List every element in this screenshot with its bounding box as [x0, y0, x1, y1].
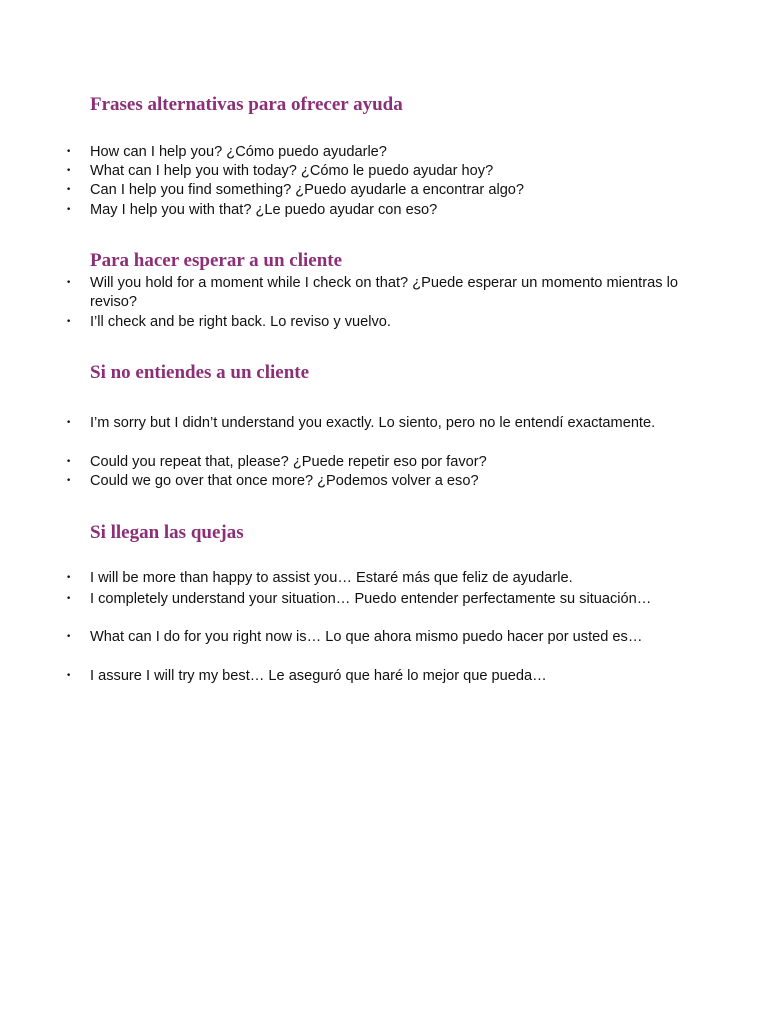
section-heading: Si no entiendes a un cliente [90, 362, 310, 383]
list-item [66, 162, 678, 181]
bullet-icon: • [66, 317, 72, 327]
list-item [66, 313, 678, 332]
bullet-icon: • [66, 632, 72, 642]
bullet-icon: • [66, 573, 72, 583]
list-item [66, 667, 678, 686]
list-item-text: I will be more than happy to assist you… Estaré más que feliz de ayudarle. [90, 570, 573, 586]
list-item [66, 628, 678, 647]
bullet-icon: • [66, 476, 72, 486]
bullet-icon: • [66, 147, 72, 157]
list-item-text: May I help you with that? ¿Le puedo ayudar con eso? [90, 202, 438, 218]
list-item-text: Will you hold for a moment while I check on that? ¿Puede esperar un momento mientras lo reviso? [90, 275, 678, 310]
list-item-text: How can I help you? ¿Cómo puedo ayudarle? [90, 144, 387, 160]
bullet-icon: • [66, 671, 72, 681]
bullet-icon: • [66, 205, 72, 215]
bullet-icon: • [66, 278, 72, 288]
bullet-icon: • [66, 594, 72, 604]
bullet-icon: • [66, 457, 72, 467]
bullet-icon: • [66, 185, 72, 195]
list-item-text: I’ll check and be right back. Lo reviso y vuelvo. [90, 314, 391, 330]
list-item-text: What can I do for you right now is… Lo que ahora mismo puedo hacer por usted es… [90, 629, 643, 645]
list-item [66, 472, 678, 491]
list-item [66, 201, 678, 220]
list-item [66, 569, 678, 588]
section-heading: Para hacer esperar a un cliente [90, 250, 343, 271]
list-item-text: I completely understand your situation… Puedo entender perfectamente su situación… [90, 591, 652, 607]
list-item [66, 414, 678, 433]
list-item-text: I assure I will try my best… Le aseguró que haré lo mejor que pueda… [90, 668, 547, 684]
list-item [66, 590, 678, 609]
section-heading: Frases alternativas para ofrecer ayuda [90, 94, 403, 115]
list-item [66, 274, 678, 311]
list-item-text: Can I help you find something? ¿Puedo ayudarle a encontrar algo? [90, 182, 525, 198]
bullet-icon: • [66, 166, 72, 176]
bullet-icon: • [66, 418, 72, 428]
list-item-text: I’m sorry but I didn’t understand you exactly. Lo siento, pero no le entendí exactamente. [90, 415, 656, 431]
list-item-text: What can I help you with today? ¿Cómo le puedo ayudar hoy? [90, 163, 494, 179]
list-item [66, 181, 678, 200]
list-item-text: Could we go over that once more? ¿Podemos volver a eso? [90, 473, 479, 489]
list-item-text: Could you repeat that, please? ¿Puede repetir eso por favor? [90, 454, 487, 470]
section-heading: Si llegan las quejas [90, 522, 244, 543]
list-item [66, 453, 678, 472]
list-item [66, 143, 678, 162]
